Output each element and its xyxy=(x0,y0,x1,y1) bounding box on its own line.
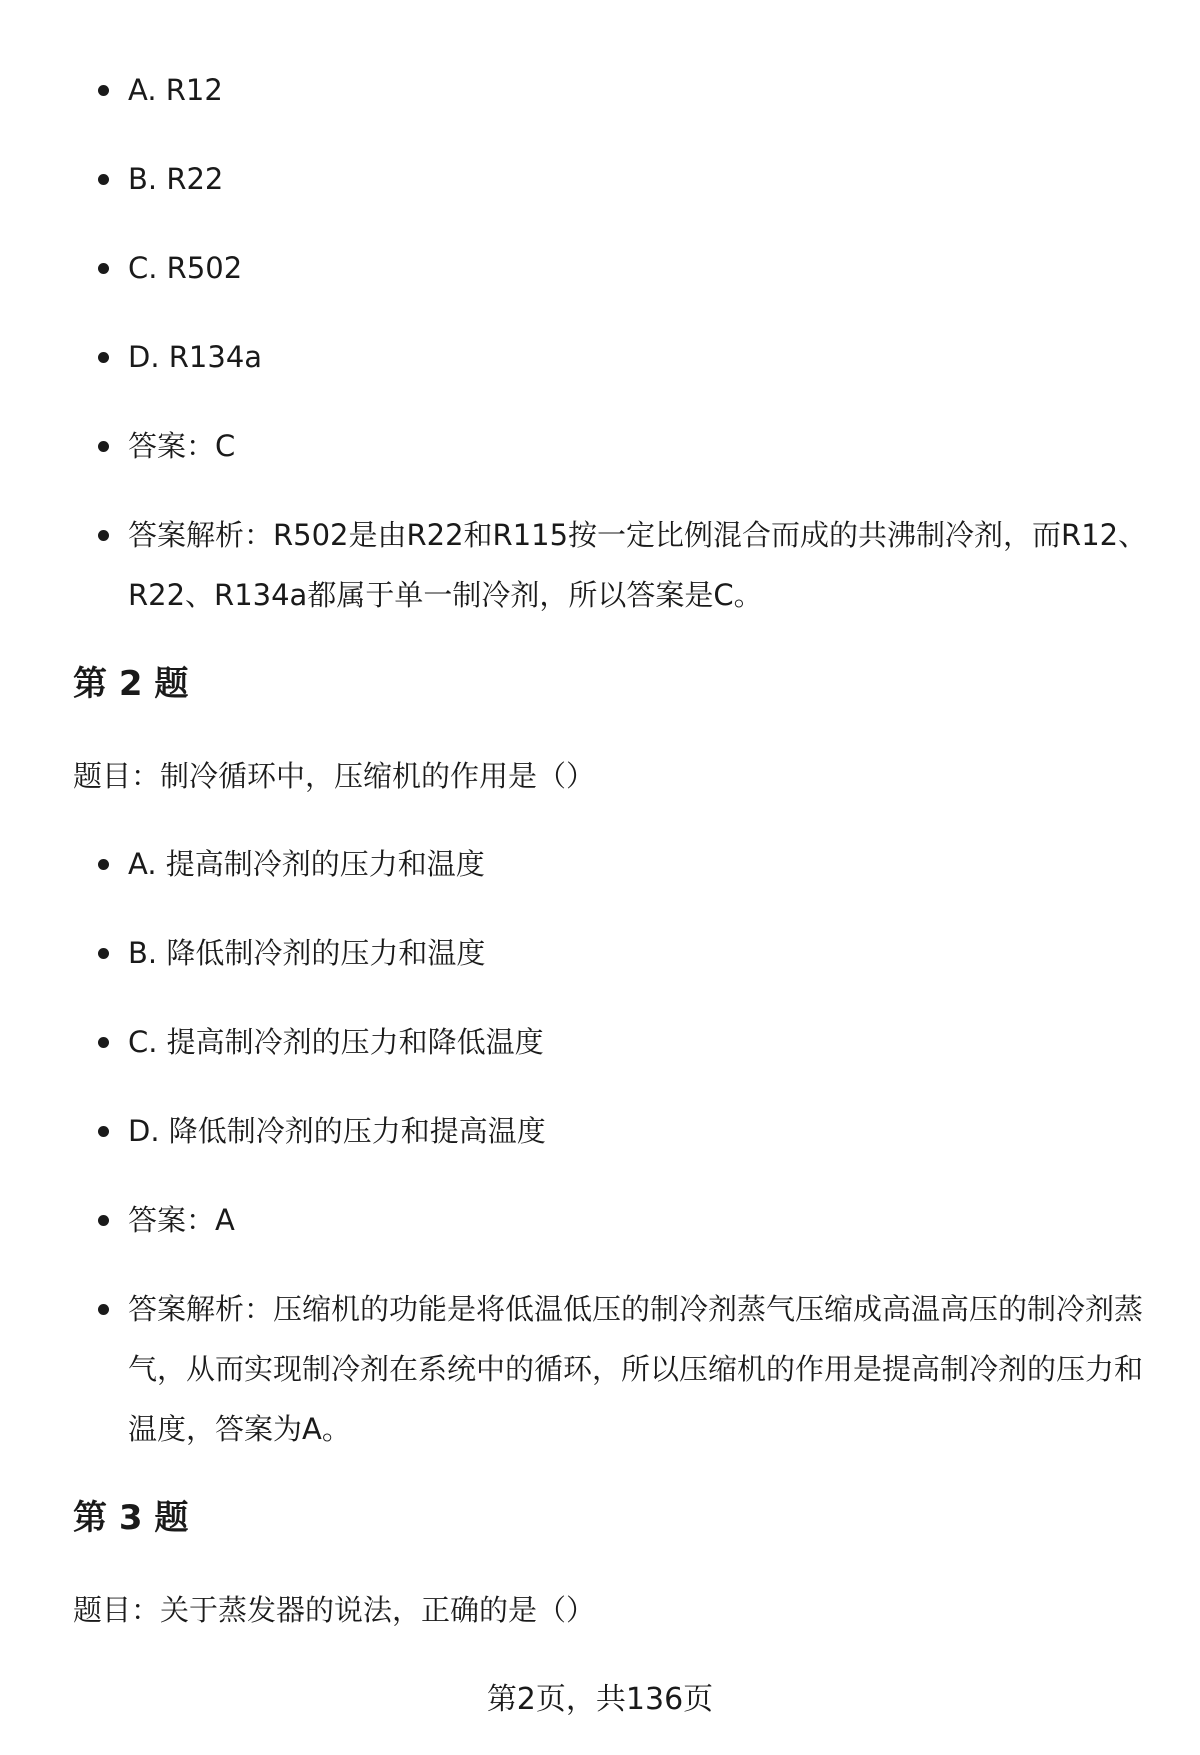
q1-explanation: 答案解析：R502是由R22和R115按一定比例混合而成的共沸制冷剂，而R12、R22、R134a都属于单一制冷剂，所以答案是C。 xyxy=(73,505,1153,625)
q1-option-b: B. R22 xyxy=(73,149,1153,209)
q1-option-list xyxy=(73,60,1153,625)
q2-option-b: B. 降低制冷剂的压力和温度 xyxy=(73,923,1153,983)
q2-option-d: D. 降低制冷剂的压力和提高温度 xyxy=(73,1101,1153,1161)
q2-answer: 答案：A xyxy=(73,1190,1153,1250)
q2-option-list xyxy=(73,834,1153,1459)
q3-heading: 第 3 题 xyxy=(73,1498,189,1538)
q3-stem: 题目：关于蒸发器的说法，正确的是（） xyxy=(73,1593,596,1627)
q1-option-d: D. R134a xyxy=(73,327,1153,387)
q1-option-a: A. R12 xyxy=(73,60,1153,120)
q1-answer: 答案：C xyxy=(73,416,1153,476)
q2-option-c: C. 提高制冷剂的压力和降低温度 xyxy=(73,1012,1153,1072)
q2-heading: 第 2 题 xyxy=(73,664,189,704)
q2-option-a: A. 提高制冷剂的压力和温度 xyxy=(73,834,1153,894)
document-page xyxy=(73,60,1153,1668)
q1-option-c: C. R502 xyxy=(73,238,1153,298)
q2-stem: 题目：制冷循环中，压缩机的作用是（） xyxy=(73,759,596,793)
q2-explanation: 答案解析：压缩机的功能是将低温低压的制冷剂蒸气压缩成高温高压的制冷剂蒸气，从而实现制冷剂在系统中的循环，所以压缩机的作用是提高制冷剂的压力和温度，答案为A。 xyxy=(73,1279,1153,1459)
page-indicator: 第2页，共136页 xyxy=(486,1682,714,1717)
